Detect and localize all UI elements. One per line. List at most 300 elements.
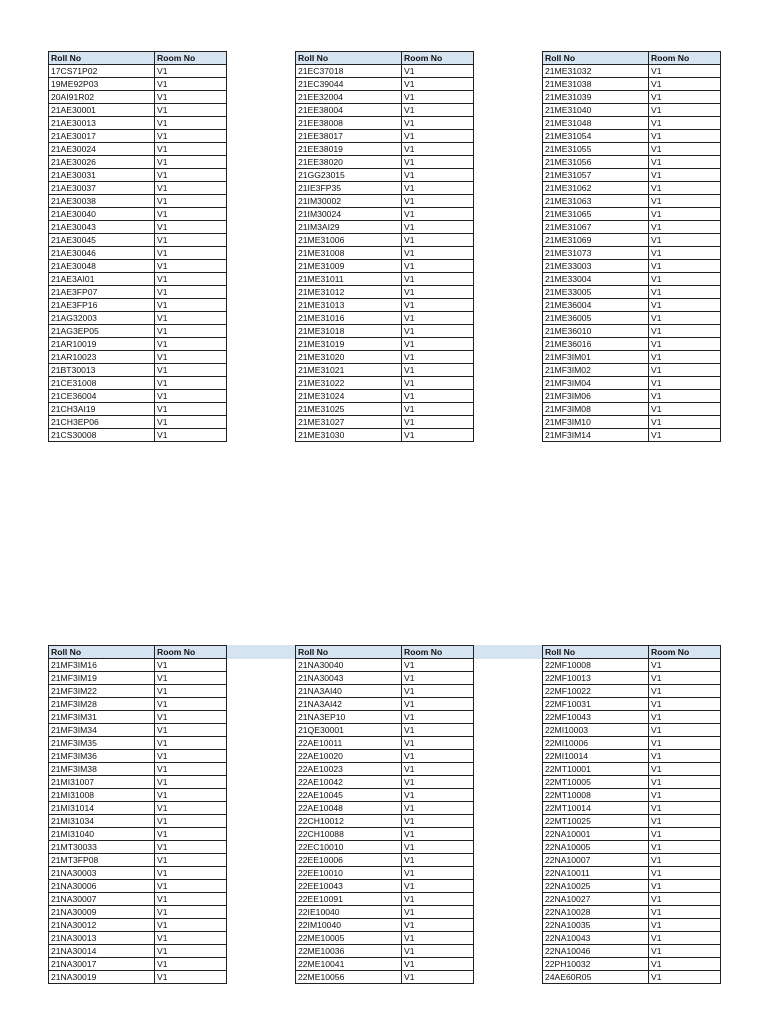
room-no-cell: V1 [155, 776, 227, 789]
room-no-cell: V1 [155, 130, 227, 143]
room-no-cell: V1 [155, 169, 227, 182]
roll-no-cell: 21ME36004 [543, 299, 649, 312]
roll-no-cell: 21EE38017 [296, 130, 402, 143]
room-no-cell: V1 [402, 945, 474, 958]
room-no-cell: V1 [402, 130, 474, 143]
roll-no-cell: 21ME31055 [543, 143, 649, 156]
roll-no-cell: 21ME33004 [543, 273, 649, 286]
room-no-cell: V1 [155, 763, 227, 776]
roll-no-cell: 22MT10025 [543, 815, 649, 828]
room-no-cell: V1 [649, 776, 721, 789]
room-no-cell: V1 [402, 117, 474, 130]
table-row [296, 286, 474, 299]
table-row [49, 325, 227, 338]
room-no-cell: V1 [155, 919, 227, 932]
roll-no-cell: 21ME31040 [543, 104, 649, 117]
room-no-cell: V1 [402, 802, 474, 815]
roll-no-cell: 17CS71P02 [49, 65, 155, 78]
table-row [543, 750, 721, 763]
roll-no-cell: 21ME31022 [296, 377, 402, 390]
room-no-cell: V1 [402, 429, 474, 442]
room-no-cell: V1 [155, 273, 227, 286]
room-no-cell: V1 [155, 841, 227, 854]
roll-no-cell: 21ME31008 [296, 247, 402, 260]
roll-no-cell: 22NA10043 [543, 932, 649, 945]
table-row [543, 364, 721, 377]
roll-no-cell: 21AE30013 [49, 117, 155, 130]
table-row [296, 208, 474, 221]
roll-no-cell: 22MI10003 [543, 724, 649, 737]
roll-no-cell: 21NA30019 [49, 971, 155, 984]
table-row [543, 104, 721, 117]
room-no-cell: V1 [649, 958, 721, 971]
room-no-cell: V1 [649, 854, 721, 867]
room-no-cell: V1 [649, 802, 721, 815]
table-row [296, 958, 474, 971]
table-row [296, 143, 474, 156]
room-no-cell: V1 [402, 711, 474, 724]
table-row [543, 351, 721, 364]
roll-no-cell: 21MI31008 [49, 789, 155, 802]
roll-no-cell: 21MF3IM34 [49, 724, 155, 737]
table-row [49, 698, 227, 711]
roll-no-cell: 21ME31057 [543, 169, 649, 182]
room-no-cell: V1 [402, 958, 474, 971]
roll-no-cell: 21MF3IM06 [543, 390, 649, 403]
table-row [49, 273, 227, 286]
room-no-cell: V1 [402, 750, 474, 763]
roll-no-cell: 21NA30006 [49, 880, 155, 893]
table-row [49, 971, 227, 984]
roll-no-cell: 22EE10006 [296, 854, 402, 867]
room-no-cell: V1 [649, 351, 721, 364]
table-row [49, 117, 227, 130]
table-row [49, 377, 227, 390]
table-row [543, 286, 721, 299]
room-no-cell: V1 [402, 260, 474, 273]
room-no-cell: V1 [649, 763, 721, 776]
table-row [49, 724, 227, 737]
room-no-cell: V1 [649, 919, 721, 932]
roll-no-cell: 22MI10006 [543, 737, 649, 750]
table-row [296, 672, 474, 685]
table-row [296, 247, 474, 260]
table-row [543, 659, 721, 672]
room-no-cell: V1 [402, 659, 474, 672]
room-no-cell: V1 [402, 195, 474, 208]
table-row [543, 906, 721, 919]
roll-no-cell: 21ME31018 [296, 325, 402, 338]
header-row [543, 646, 721, 659]
roll-no-cell: 21NA30003 [49, 867, 155, 880]
roll-no-cell: 21ME31011 [296, 273, 402, 286]
roll-no-cell: 22EC10010 [296, 841, 402, 854]
roll-no-cell: 21ME31027 [296, 416, 402, 429]
table-row [543, 789, 721, 802]
roll-no-cell: 21ME31062 [543, 182, 649, 195]
table-row [543, 182, 721, 195]
room-no-cell: V1 [649, 906, 721, 919]
roll-no-cell: 22ME10056 [296, 971, 402, 984]
roll-no-cell: 21NA30014 [49, 945, 155, 958]
table-row [543, 312, 721, 325]
room-no-cell: V1 [155, 65, 227, 78]
table-row [49, 390, 227, 403]
room-no-cell: V1 [649, 893, 721, 906]
table-row [296, 234, 474, 247]
table-row [296, 893, 474, 906]
room-no-cell: V1 [155, 880, 227, 893]
room-no-cell: V1 [155, 364, 227, 377]
roll-no-cell: 21AE30037 [49, 182, 155, 195]
table-row [49, 854, 227, 867]
table-row [543, 403, 721, 416]
roll-no-cell: 21CH3AI19 [49, 403, 155, 416]
roll-no-cell: 21ME31069 [543, 234, 649, 247]
table-row [296, 919, 474, 932]
room-no-cell: V1 [155, 724, 227, 737]
roll-no-cell: 21ME31073 [543, 247, 649, 260]
room-no-cell: V1 [155, 750, 227, 763]
room-no-cell: V1 [649, 711, 721, 724]
room-no-cell: V1 [649, 65, 721, 78]
table-row [296, 685, 474, 698]
roll-no-cell: 21AE30046 [49, 247, 155, 260]
roll-no-cell: 21MF3IM22 [49, 685, 155, 698]
table-row [296, 78, 474, 91]
roll-no-cell: 22MF10022 [543, 685, 649, 698]
table-row [49, 685, 227, 698]
room-no-cell: V1 [155, 958, 227, 971]
roll-no-cell: 21NA30013 [49, 932, 155, 945]
room-no-cell: V1 [402, 182, 474, 195]
table-row [296, 880, 474, 893]
roll-no-cell: 21AE30024 [49, 143, 155, 156]
room-no-cell: V1 [402, 932, 474, 945]
table-row [49, 416, 227, 429]
room-no-cell: V1 [155, 234, 227, 247]
table-row [296, 130, 474, 143]
room-no-cell: V1 [402, 854, 474, 867]
roll-no-cell: 21ME31024 [296, 390, 402, 403]
room-no-cell: V1 [155, 802, 227, 815]
table-row [49, 919, 227, 932]
roll-no-cell: 21EE38004 [296, 104, 402, 117]
table-row [49, 91, 227, 104]
table-row [543, 78, 721, 91]
roll-no-cell: 21MT30033 [49, 841, 155, 854]
roll-no-header: Roll No [49, 646, 155, 659]
table-row [296, 659, 474, 672]
roll-no-cell: 21AE30048 [49, 260, 155, 273]
table-row [49, 234, 227, 247]
table-row [296, 390, 474, 403]
table-row [296, 828, 474, 841]
table-row [296, 932, 474, 945]
room-no-cell: V1 [402, 815, 474, 828]
table-row [543, 854, 721, 867]
roll-no-cell: 21NA30017 [49, 958, 155, 971]
roll-no-cell: 21AE3FP16 [49, 299, 155, 312]
roll-no-cell: 21IM30002 [296, 195, 402, 208]
roll-no-cell: 21IE3FP35 [296, 182, 402, 195]
roll-no-cell: 21MI31014 [49, 802, 155, 815]
roll-no-cell: 21GG23015 [296, 169, 402, 182]
roll-no-cell: 21EC39044 [296, 78, 402, 91]
roll-no-cell: 22ME10005 [296, 932, 402, 945]
room-no-cell: V1 [649, 750, 721, 763]
table-row [49, 750, 227, 763]
roll-room-table [48, 645, 227, 984]
room-no-cell: V1 [649, 221, 721, 234]
table-row [296, 351, 474, 364]
roll-no-cell: 21AE30040 [49, 208, 155, 221]
table-row [543, 130, 721, 143]
roll-no-cell: 21ME36010 [543, 325, 649, 338]
roll-no-cell: 21IM30024 [296, 208, 402, 221]
room-no-cell: V1 [649, 247, 721, 260]
room-no-cell: V1 [402, 416, 474, 429]
room-no-cell: V1 [402, 104, 474, 117]
room-no-cell: V1 [155, 208, 227, 221]
roll-no-cell: 21MF3IM10 [543, 416, 649, 429]
roll-no-cell: 21MF3IM08 [543, 403, 649, 416]
table-row [296, 169, 474, 182]
roll-no-cell: 22NA10005 [543, 841, 649, 854]
room-no-cell: V1 [155, 945, 227, 958]
room-no-cell: V1 [402, 65, 474, 78]
table-row [296, 750, 474, 763]
room-no-cell: V1 [155, 117, 227, 130]
roll-no-cell: 21CE31008 [49, 377, 155, 390]
table-row [49, 247, 227, 260]
room-no-cell: V1 [155, 325, 227, 338]
room-no-cell: V1 [402, 377, 474, 390]
roll-no-cell: 21AE30038 [49, 195, 155, 208]
table-row [296, 737, 474, 750]
room-no-cell: V1 [402, 919, 474, 932]
room-no-cell: V1 [649, 932, 721, 945]
roll-no-cell: 21AG3EP05 [49, 325, 155, 338]
table-row [49, 130, 227, 143]
room-no-cell: V1 [155, 78, 227, 91]
room-no-cell: V1 [402, 221, 474, 234]
table-row [296, 403, 474, 416]
table-row [49, 711, 227, 724]
roll-no-cell: 21ME36016 [543, 338, 649, 351]
roll-no-cell: 22NA10001 [543, 828, 649, 841]
table-row [296, 338, 474, 351]
roll-room-table [48, 51, 227, 442]
table-row [49, 789, 227, 802]
table-row [543, 932, 721, 945]
table-row [543, 971, 721, 984]
roll-no-cell: 21MT3FP08 [49, 854, 155, 867]
roll-no-cell: 21NA3AI40 [296, 685, 402, 698]
roll-no-cell: 21ME31013 [296, 299, 402, 312]
room-no-cell: V1 [649, 338, 721, 351]
roll-no-cell: 22NA10025 [543, 880, 649, 893]
room-no-cell: V1 [649, 789, 721, 802]
room-no-cell: V1 [402, 390, 474, 403]
room-no-cell: V1 [649, 429, 721, 442]
room-no-cell: V1 [649, 182, 721, 195]
table-row [543, 945, 721, 958]
room-no-cell: V1 [402, 208, 474, 221]
table-row [543, 156, 721, 169]
table-row [296, 711, 474, 724]
roll-no-cell: 21ME31063 [543, 195, 649, 208]
room-no-cell: V1 [155, 659, 227, 672]
roll-no-cell: 21MF3IM04 [543, 377, 649, 390]
roll-no-cell: 21MF3IM28 [49, 698, 155, 711]
roll-no-cell: 21MF3IM38 [49, 763, 155, 776]
room-no-cell: V1 [155, 711, 227, 724]
roll-no-cell: 21ME31006 [296, 234, 402, 247]
table-row [543, 893, 721, 906]
roll-no-cell: 22ME10036 [296, 945, 402, 958]
room-no-header: Room No [155, 52, 227, 65]
roll-no-cell: 21ME31048 [543, 117, 649, 130]
room-no-cell: V1 [649, 685, 721, 698]
room-no-cell: V1 [402, 971, 474, 984]
room-no-cell: V1 [402, 724, 474, 737]
table-row [49, 893, 227, 906]
room-no-cell: V1 [402, 880, 474, 893]
table-row [543, 208, 721, 221]
roll-no-cell: 21AE30001 [49, 104, 155, 117]
roll-no-cell: 22NA10028 [543, 906, 649, 919]
table-row [296, 906, 474, 919]
roll-no-cell: 22ME10041 [296, 958, 402, 971]
roll-no-header: Roll No [543, 52, 649, 65]
room-no-cell: V1 [155, 390, 227, 403]
table-row [49, 260, 227, 273]
table-row [543, 260, 721, 273]
table-row [543, 299, 721, 312]
room-no-cell: V1 [649, 377, 721, 390]
room-no-cell: V1 [649, 78, 721, 91]
table-row [49, 312, 227, 325]
room-no-cell: V1 [649, 403, 721, 416]
room-no-cell: V1 [649, 286, 721, 299]
room-no-cell: V1 [649, 130, 721, 143]
roll-no-cell: 21NA3EP10 [296, 711, 402, 724]
table-row [296, 429, 474, 442]
room-no-cell: V1 [649, 169, 721, 182]
table-row [543, 685, 721, 698]
roll-no-cell: 22AE10020 [296, 750, 402, 763]
roll-no-cell: 21MF3IM31 [49, 711, 155, 724]
roll-no-cell: 21IM3AI29 [296, 221, 402, 234]
room-no-cell: V1 [649, 117, 721, 130]
roll-no-cell: 21CE36004 [49, 390, 155, 403]
table-row [543, 958, 721, 971]
roll-no-cell: 21BT30013 [49, 364, 155, 377]
table-row [49, 208, 227, 221]
table-row [543, 815, 721, 828]
roll-no-cell: 22NA10035 [543, 919, 649, 932]
room-no-cell: V1 [155, 247, 227, 260]
room-no-cell: V1 [402, 325, 474, 338]
room-no-cell: V1 [402, 828, 474, 841]
room-no-cell: V1 [155, 828, 227, 841]
table-row [543, 867, 721, 880]
table-row [296, 841, 474, 854]
table-row [543, 390, 721, 403]
room-no-cell: V1 [649, 672, 721, 685]
roll-no-cell: 22EE10043 [296, 880, 402, 893]
table-row [49, 169, 227, 182]
room-no-cell: V1 [649, 299, 721, 312]
roll-no-cell: 21EC37018 [296, 65, 402, 78]
roll-no-cell: 21NA3AI42 [296, 698, 402, 711]
roll-no-cell: 21ME31019 [296, 338, 402, 351]
roll-no-cell: 21ME31065 [543, 208, 649, 221]
table-row [296, 65, 474, 78]
room-no-cell: V1 [155, 685, 227, 698]
table-row [49, 867, 227, 880]
roll-no-cell: 21AG32003 [49, 312, 155, 325]
table-row [49, 195, 227, 208]
roll-no-cell: 21ME31067 [543, 221, 649, 234]
table-row [543, 429, 721, 442]
room-no-cell: V1 [155, 815, 227, 828]
roll-no-cell: 21MF3IM35 [49, 737, 155, 750]
table-row [296, 91, 474, 104]
room-no-cell: V1 [649, 273, 721, 286]
room-no-cell: V1 [155, 403, 227, 416]
roll-no-cell: 22MF10031 [543, 698, 649, 711]
table-row [543, 919, 721, 932]
roll-no-cell: 21ME31009 [296, 260, 402, 273]
roll-no-cell: 21MF3IM19 [49, 672, 155, 685]
table-row [296, 260, 474, 273]
room-no-cell: V1 [402, 737, 474, 750]
roll-no-cell: 21AE3FP07 [49, 286, 155, 299]
roll-no-cell: 22CH10012 [296, 815, 402, 828]
roll-no-cell: 22PH10032 [543, 958, 649, 971]
roll-room-table [295, 51, 474, 442]
table-row [49, 776, 227, 789]
table-row [49, 815, 227, 828]
roll-no-cell: 22IM10040 [296, 919, 402, 932]
roll-no-cell: 22AE10011 [296, 737, 402, 750]
table-row [543, 234, 721, 247]
table-row [49, 659, 227, 672]
room-no-cell: V1 [402, 893, 474, 906]
table-row [543, 338, 721, 351]
table-row [296, 273, 474, 286]
table-row [543, 221, 721, 234]
room-no-cell: V1 [402, 403, 474, 416]
room-no-cell: V1 [155, 867, 227, 880]
table-row [296, 325, 474, 338]
roll-no-cell: 21NA30012 [49, 919, 155, 932]
roll-no-cell: 22NA10027 [543, 893, 649, 906]
room-no-cell: V1 [649, 325, 721, 338]
table-row [543, 841, 721, 854]
room-no-cell: V1 [402, 776, 474, 789]
roll-no-cell: 21NA30043 [296, 672, 402, 685]
roll-no-cell: 22NA10007 [543, 854, 649, 867]
room-no-cell: V1 [155, 737, 227, 750]
table-row [543, 273, 721, 286]
table-row [296, 104, 474, 117]
room-no-cell: V1 [155, 971, 227, 984]
room-no-cell: V1 [155, 143, 227, 156]
room-no-cell: V1 [649, 867, 721, 880]
